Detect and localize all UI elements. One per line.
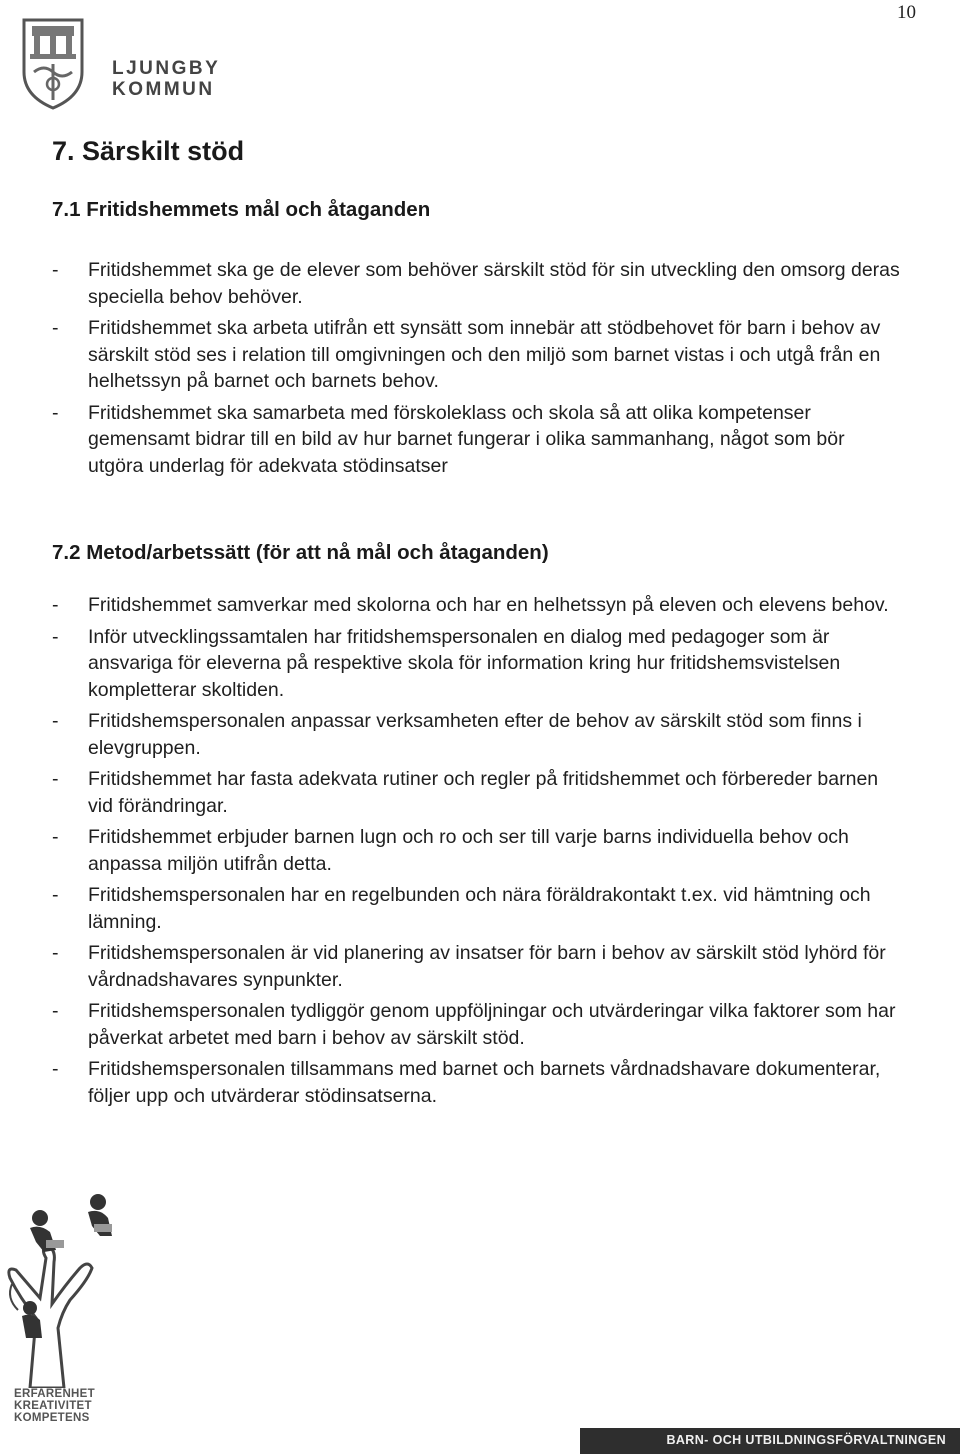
list-item — [52, 882, 902, 935]
dash-marker: - — [52, 1058, 59, 1080]
footer-motto — [14, 1388, 95, 1424]
dash-marker: - — [52, 317, 59, 339]
list-item — [52, 998, 902, 1051]
dash-marker: - — [52, 625, 59, 648]
logo-line2: KOMMUN — [112, 79, 215, 100]
dash-marker: - — [52, 401, 59, 424]
footer-bar — [580, 1428, 960, 1454]
list-item — [52, 766, 902, 819]
list-item-text: Fritidshemmet samverkar med skolorna och har en helhetssyn på eleven och elevens behov. — [88, 594, 889, 616]
dash-marker: - — [52, 1000, 59, 1022]
logo-text — [112, 58, 220, 100]
list-item — [52, 592, 902, 619]
section1-heading: 7.1 Fritidshemmets mål och åtaganden — [52, 198, 431, 221]
dash-marker: - — [52, 259, 59, 281]
list-item-text: Fritidshemspersonalen är vid planering av insatser för barn i behov av särskilt stöd lyhörd för vårdnadshavares synpunkter. — [88, 942, 886, 991]
list-item — [52, 257, 902, 310]
section2-list — [52, 592, 902, 1114]
dash-marker: - — [52, 826, 59, 848]
dash-marker: - — [52, 884, 59, 906]
list-item-text: Fritidshemspersonalen tillsammans med barnet och barnets vårdnadshavare dokumenterar, följer upp och utvärderar stödinsatserna. — [88, 1058, 881, 1107]
dash-marker: - — [52, 710, 59, 732]
section1-list — [52, 257, 902, 484]
tree-children-icon — [0, 1188, 130, 1388]
department-name: BARN- OCH UTBILDNINGSFÖRVALTNINGEN — [666, 1433, 946, 1447]
list-item-text: Fritidshemspersonalen tydliggör genom uppföljningar och utvärderingar vilka faktorer som har påverkat arbetet med barn i behov av särskilt stöd. — [88, 1000, 896, 1049]
list-item — [52, 1056, 902, 1109]
list-item-text: Fritidshemspersonalen har en regelbunden och nära föräldrakontakt t.ex. vid hämtning och lämning. — [88, 884, 871, 933]
page-title: 7. Särskilt stöd — [52, 136, 245, 166]
ljungby-kommun-logo — [20, 14, 220, 114]
motto-line: KOMPETENS — [14, 1412, 90, 1424]
list-item-text: Fritidshemmet ska ge de elever som behöver särskilt stöd för sin utveckling den omsorg deras speciella behov behöver. — [88, 259, 900, 308]
list-item-text: Fritidshemmet ska arbeta utifrån ett synsätt som innebär att stödbehovet för barn i behov av särskilt stöd ses i relation till omgivningen och den miljö som barnet vistas i och utgå från en helhetssyn på barnet och barnets behov. — [88, 317, 881, 392]
list-item-text: Fritidshemspersonalen anpassar verksamheten efter de behov av särskilt stöd som finns i elevgruppen. — [88, 710, 862, 759]
list-item-text: Inför utvecklingssamtalen har fritidshemspersonalen en dialog med pedagoger som är ansvariga för eleverna på respektive skola för information kring hur fritidshemsvistelsen kompletterar skoltiden. — [88, 625, 841, 701]
list-item-text: Fritidshemmet erbjuder barnen lugn och ro och ser till varje barns individuella behov och anpassa miljön utifrån detta. — [88, 826, 849, 875]
logo-line1: LJUNGBY — [112, 58, 221, 79]
dash-marker: - — [52, 942, 59, 964]
list-item — [52, 315, 902, 395]
motto-line: ERFARENHET — [14, 1388, 95, 1400]
list-item — [52, 624, 902, 704]
dash-marker: - — [52, 594, 59, 616]
coat-of-arms-icon — [20, 14, 86, 112]
list-item — [52, 824, 902, 877]
motto-line: KREATIVITET — [14, 1400, 92, 1412]
list-item-text: Fritidshemmet har fasta adekvata rutiner och regler på fritidshemmet och förbereder barnen vid förändringar. — [88, 768, 879, 817]
list-item-text: Fritidshemmet ska samarbeta med förskoleklass och skola så att olika kompetenser gemensamt bidrar till en bild av hur barnet fungerar i olika sammanhang, något som bör utgöra underlag för adekvata stödinsatser — [88, 401, 845, 477]
list-item — [52, 940, 902, 993]
list-item — [52, 708, 902, 761]
list-item — [52, 400, 902, 480]
section2-heading: 7.2 Metod/arbetssätt (för att nå mål och åtaganden) — [52, 541, 549, 564]
page-number: 10 — [897, 2, 916, 23]
dash-marker: - — [52, 768, 59, 790]
